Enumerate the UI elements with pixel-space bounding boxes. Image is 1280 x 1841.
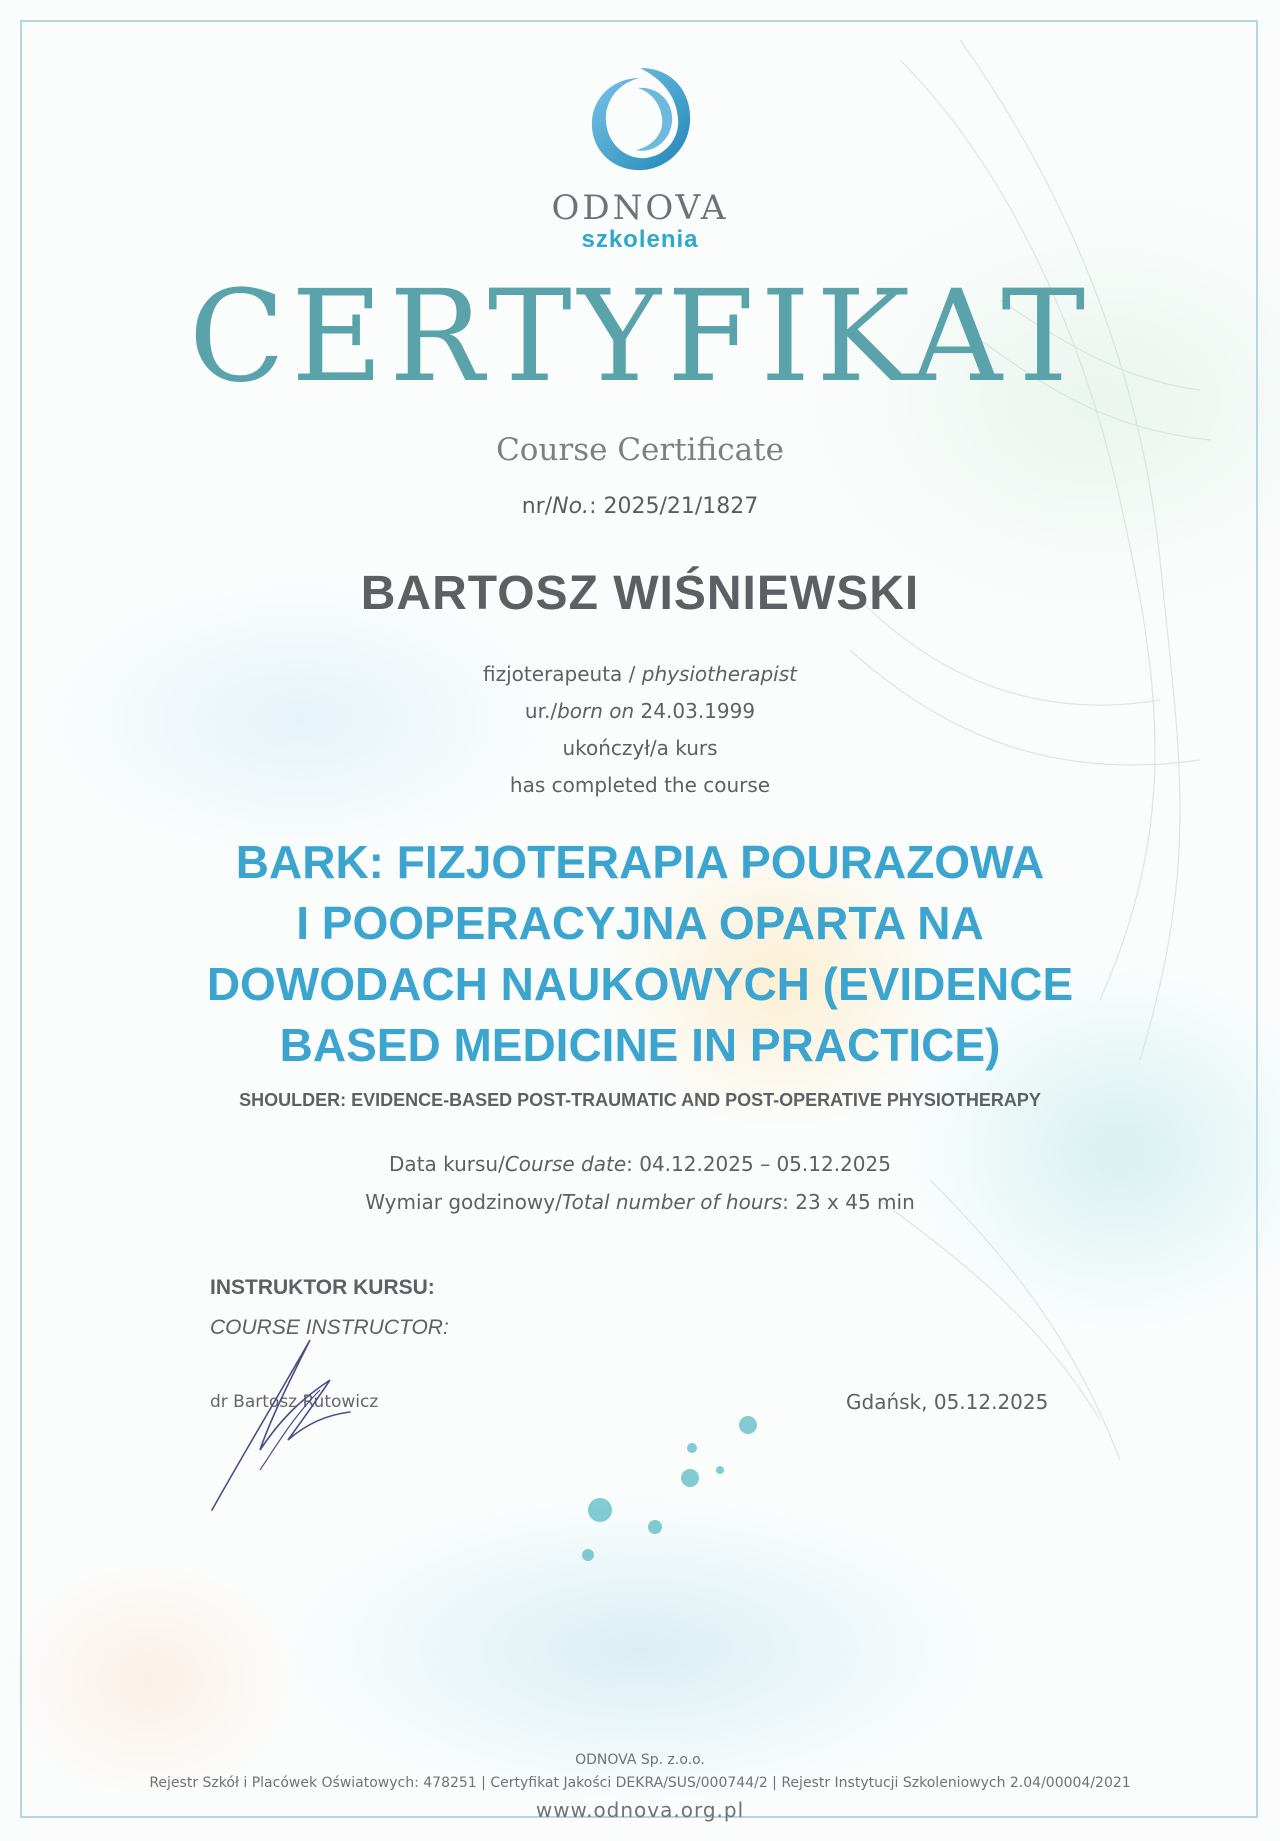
course-date (0, 1152, 1280, 1176)
cert-no-label-en: No. (552, 494, 590, 519)
course-hours (0, 1190, 1280, 1214)
cert-no-label-pl: nr/ (521, 494, 553, 519)
course-title-line: BARK: FIZJOTERAPIA POURAZOWA (235, 836, 1045, 888)
brand-name: ODNOVA (551, 188, 729, 228)
course-title-line: I POOPERACYJNA OPARTA NA (296, 897, 984, 949)
profession-en: physiotherapist (641, 662, 797, 686)
course-title (0, 832, 1280, 1076)
certificate-subtitle: Course Certificate (496, 432, 784, 468)
completed-en: has completed the course (509, 773, 771, 797)
instructor-name: dr Bartosz Rutowicz (210, 1392, 379, 1412)
recipient-birth (0, 699, 1280, 723)
place-and-date: Gdańsk, 05.12.2025 (846, 1390, 1049, 1414)
certificate-number (0, 494, 1280, 519)
course-title-line: DOWODACH NAUKOWYCH (EVIDENCE (206, 958, 1074, 1010)
instructor-label-en: COURSE INSTRUCTOR: (210, 1316, 449, 1339)
footer-website-link[interactable]: www.odnova.org.pl (535, 1798, 745, 1822)
odnova-ring-icon (580, 60, 700, 180)
course-title-en: SHOULDER: EVIDENCE-BASED POST-TRAUMATIC AND POST-OPERATIVE PHYSIOTHERAPY (239, 1090, 1041, 1110)
recipient-profession (0, 662, 1280, 686)
footer-registry: Rejestr Szkół i Placówek Oświatowych: 478251 | Certyfikat Jakości DEKRA/SUS/000744/2 | Rejestr Instytucji Szkoleniowych 2.04/00004/2021 (149, 1775, 1131, 1791)
hours-label-en: Total number of hours (561, 1190, 783, 1214)
completed-pl: ukończył/a kurs (562, 736, 718, 760)
profession-pl: fizjoterapeuta / (483, 662, 642, 686)
born-en: born on (557, 699, 635, 723)
hours-label-pl: Wymiar godzinowy/ (365, 1190, 562, 1214)
born-date: 24.03.1999 (634, 699, 756, 723)
footer-company: ODNOVA Sp. z.o.o. (575, 1752, 705, 1768)
date-label-pl: Data kursu/ (389, 1152, 505, 1176)
instructor-label-pl: INSTRUKTOR KURSU: (210, 1276, 435, 1299)
recipient-name: BARTOSZ WIŚNIEWSKI (360, 567, 920, 620)
course-title-line: BASED MEDICINE IN PRACTICE) (279, 1019, 1001, 1071)
born-pl: ur./ (524, 699, 558, 723)
cert-no-value: 2025/21/1827 (603, 494, 759, 519)
brand-subtitle: szkolenia (581, 226, 699, 253)
hours-value: : 23 x 45 min (782, 1190, 915, 1214)
date-label-en: Course date (504, 1152, 627, 1176)
certificate-title: CERTYFIKAT (188, 263, 1092, 410)
cert-no-sep: : (589, 494, 604, 519)
date-value: : 04.12.2025 – 05.12.2025 (626, 1152, 891, 1176)
instructor-signature (200, 1320, 400, 1520)
